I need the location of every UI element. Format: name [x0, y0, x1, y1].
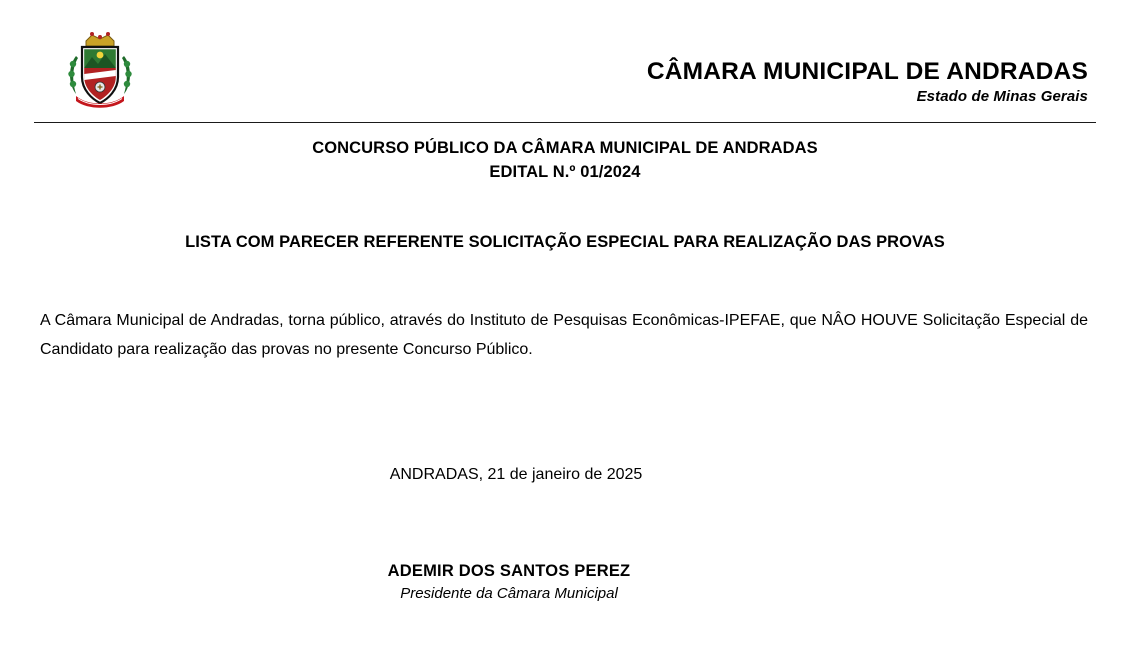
organization-subtitle: Estado de Minas Gerais: [916, 88, 1088, 106]
signer-role: Presidente da Câmara Municipal: [400, 585, 618, 603]
signer-name: ADEMIR DOS SANTOS PEREZ: [387, 562, 631, 581]
contest-title-line-1: CONCURSO PÚBLICO DA CÂMARA MUNICIPAL DE ANDRADAS: [312, 139, 818, 157]
contest-title-line-2: EDITAL N.º 01/2024: [489, 162, 641, 181]
header-divider: [34, 122, 1096, 123]
contest-title: [40, 137, 1090, 185]
municipal-coat-of-arms-icon: [62, 30, 138, 114]
document-subject: LISTA COM PARECER REFERENTE SOLICITAÇÃO ESPECIAL PARA REALIZAÇÃO DAS PROVAS: [185, 232, 945, 251]
header-text-block: [647, 30, 1090, 105]
body-paragraph: A Câmara Municipal de Andradas, torna público, através do Instituto de Pesquisas Econômicas-IPEFAE, que NÂO HOUVE Solicitação Especial de Candidato para realização das provas no presente Concurso Público.: [40, 311, 1088, 358]
document-body: [0, 137, 1130, 602]
signature-block: [40, 562, 1090, 602]
date-line: ANDRADAS, 21 de janeiro de 2025: [389, 466, 643, 484]
document-header: [0, 0, 1130, 122]
organization-title: CÂMARA MUNICIPAL DE ANDRADAS: [646, 58, 1088, 85]
